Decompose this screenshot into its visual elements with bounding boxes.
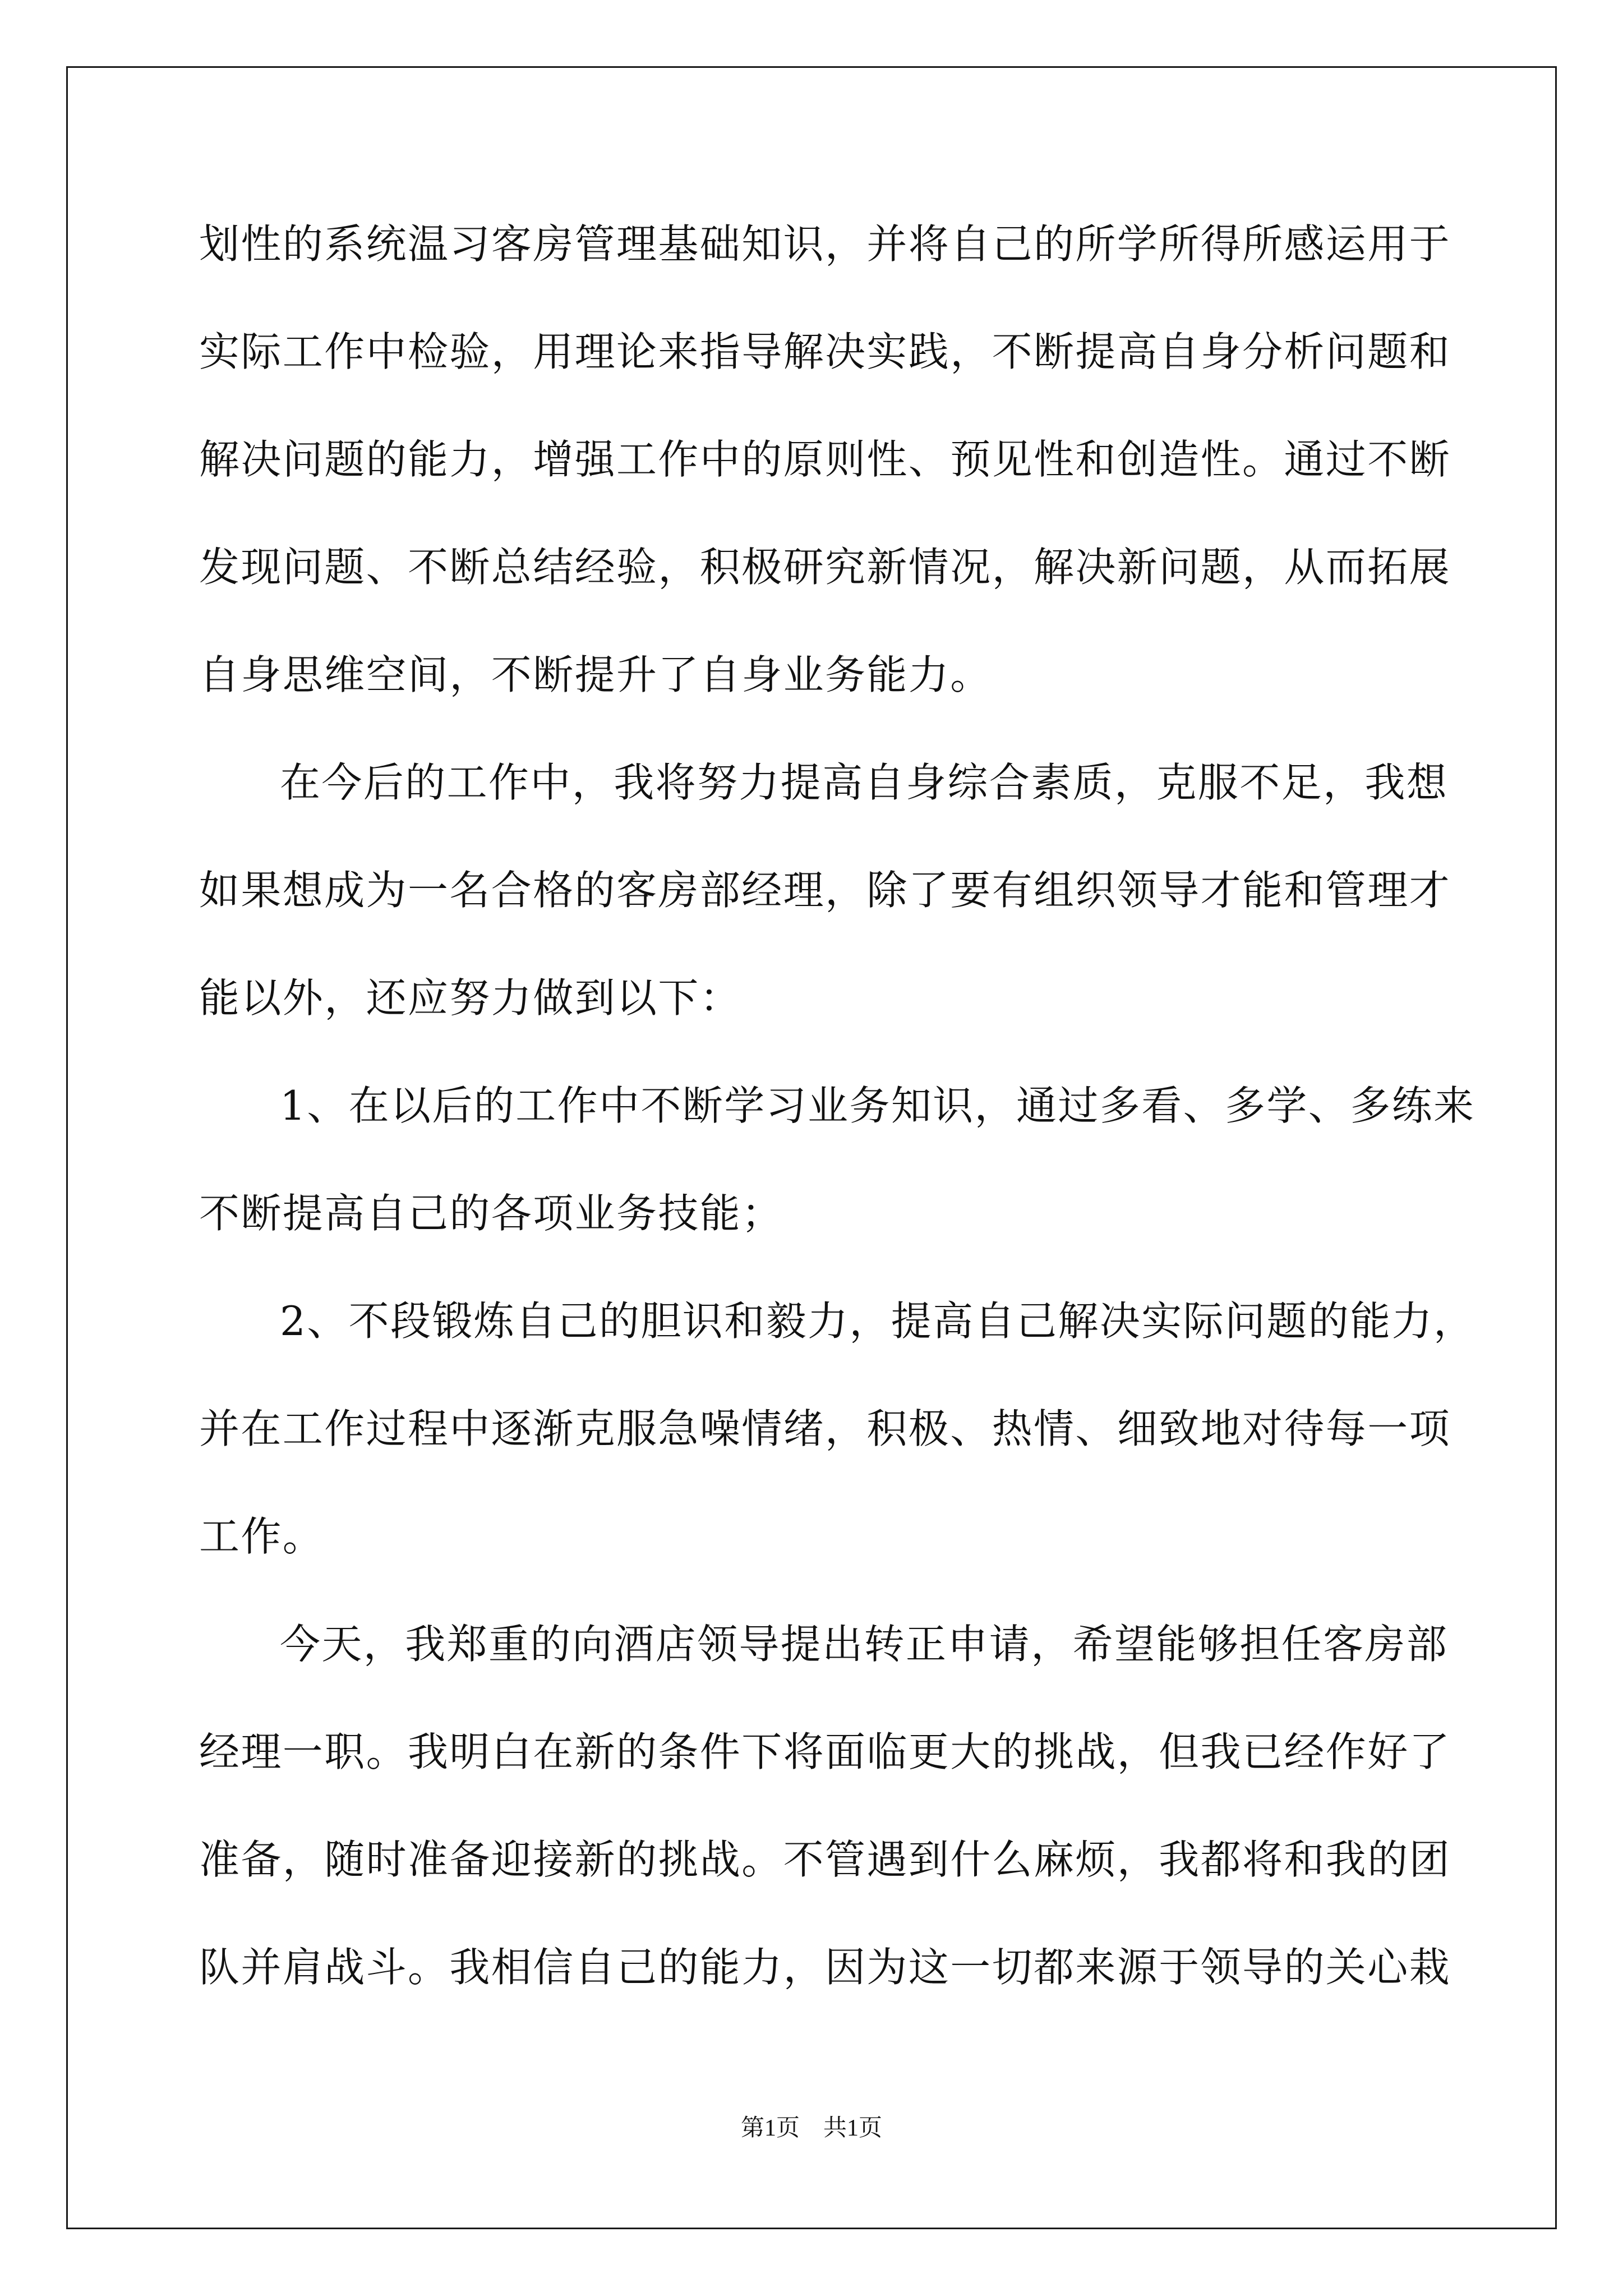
text-line: 能以外，还应努力做到以下：	[199, 974, 742, 1022]
text-line: 经理一职。我明白在新的条件下将面临更大的挑战，但我已经作好了	[199, 1728, 1451, 1775]
page-footer: 第1页 共1页	[740, 2115, 882, 2141]
text-line: 今天，我郑重的向酒店领导提出转正申请，希望能够担任客房部	[280, 1621, 1449, 1668]
text-line: 解决问题的能力，增强工作中的原则性、预见性和创造性。通过不断	[199, 436, 1451, 483]
text-line: 自身思维空间，不断提升了自身业务能力。	[199, 651, 992, 698]
text-line: 准备，随时准备迎接新的挑战。不管遇到什么麻烦，我都将和我的团	[199, 1836, 1451, 1883]
text-line: 并在工作过程中逐渐克服急噪情绪，积极、热情、细致地对待每一项	[199, 1405, 1451, 1452]
text-line: 实际工作中检验，用理论来指导解决实践，不断提高自身分析问题和	[199, 328, 1451, 375]
text-line: 2、不段锻炼自己的胆识和毅力，提高自己解决实际问题的能力，	[280, 1297, 1476, 1345]
text-line: 划性的系统温习客房管理基础知识，并将自己的所学所得所感运用于	[199, 220, 1451, 268]
text-line: 1、在以后的工作中不断学习业务知识，通过多看、多学、多练来	[280, 1082, 1476, 1129]
text-line: 不断提高自己的各项业务技能；	[199, 1190, 783, 1237]
text-line: 如果想成为一名合格的客房部经理，除了要有组织领导才能和管理才	[199, 867, 1451, 914]
text-line: 发现问题、不断总结经验，积极研究新情况，解决新问题，从而拓展	[199, 544, 1451, 591]
text-line: 工作。	[199, 1513, 325, 1560]
text-line: 在今后的工作中，我将努力提高自身综合素质，克服不足，我想	[280, 759, 1449, 806]
document-body	[199, 205, 1476, 2036]
text-line: 队并肩战斗。我相信自己的能力，因为这一切都来源于领导的关心栽	[199, 1944, 1451, 1991]
